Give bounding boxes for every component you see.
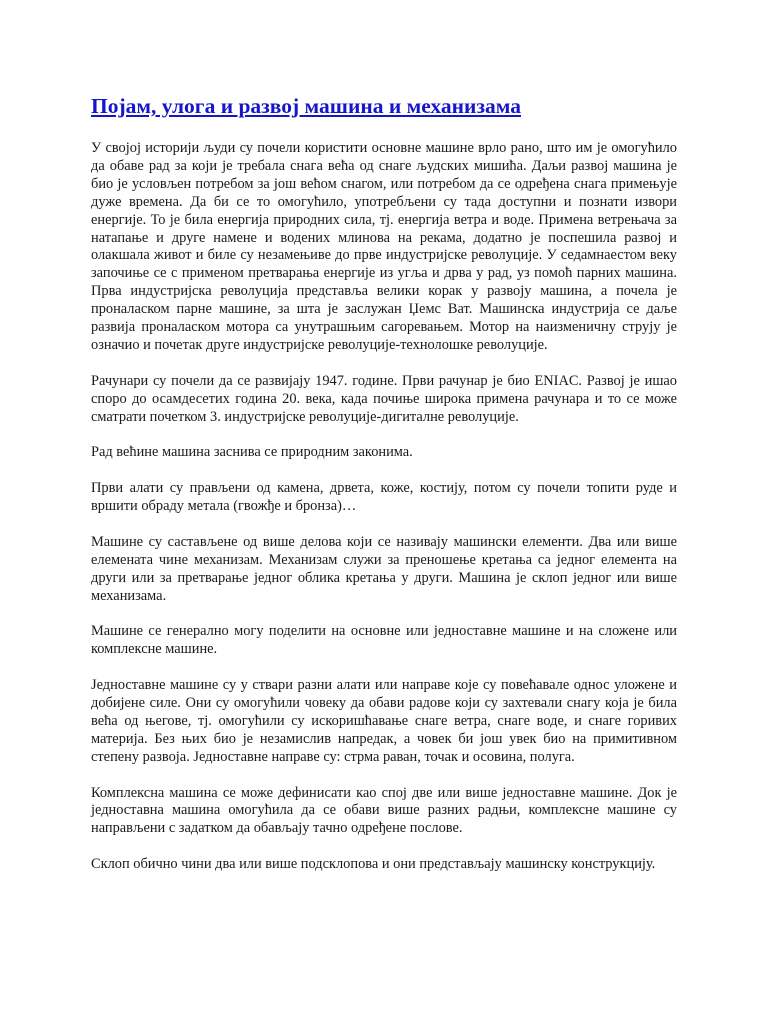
document-title [91, 92, 677, 120]
paragraph-assembly: Склоп обично чини два или више подсклопова и они представљају машинску конструкцију. [91, 856, 656, 873]
paragraph-machine-types: Машине се генерално могу поделити на основне или једноставне машине и на сложене или комплексне машине. [91, 623, 677, 658]
document-title-link[interactable]: Појам, улога и развој машина и механизама [91, 94, 521, 118]
document-page [91, 92, 677, 892]
paragraph-history: У својој историји људи су почели користити основне машине врло рано, што им је омогућило да обаве рад за који је требала снага већа од снаге људских мишића. Даљи развој машина је био је условљен потребом за још већом снагом, или потребом да се одређена снага примењује дуже времена. Да би се то омогућило, употребљени су тада доступни и познати извори енергије. То је била енергија природних сила, тј. енергија ветра и воде. Примена ветрењача за натапање и друге намене и водених млинова на рекама, додатно је поспешила развој и олакшала живот и биле су незамењиве до прве индустријске револуције. У седамнаестом веку започиње се с применом претварања енергије из угља и дрва у рад, уз помоћ парних машина. Прва индустријска револуција представља велики корак у развоју машина, а почела је проналаском парне машине, за шта је заслужан Џемс Ват. Машинска индустрија се даље развија проналаском мотора са унутрашњим сагоревањем. Мотор на наизменичну струју је означио и почетак друге индустријске револуције-технолошке револуције. [91, 140, 677, 353]
paragraph-first-tools: Први алати су прављени од камена, дрвета, коже, костију, потом су почели топити руде и вршити обраду метала (гвожђе и бронза)… [91, 480, 677, 515]
paragraph-natural-laws: Рад већине машина заснива се природним законима. [91, 444, 413, 461]
paragraph-simple-machines: Једноставне машине су у ствари разни алати или направе које су повећавале однос уложене и добијене силе. Они су омогућили човеку да обави радове који су захтевали снагу која је била већа од његове, тј. омогућили су искоришћавање снаге ветра, снаге воде, и снаге горивих материја. Без њих био је незамислив напредак, а човек би још увек био на примитивном степену развоја. Једноставне направе су: стрма раван, точак и осовина, полуга. [91, 677, 677, 765]
paragraph-complex-machines: Комплексна машина се може дефинисати као спој две или више једноставне машине. Док је једноставна машина омогућила да се обави више разних радњи, комплексне машине су направљени с задатком да обављају тачно одређене послове. [91, 784, 677, 837]
paragraph-machine-elements: Машине су састављене од више делова који се називају машински елементи. Два или више елемената чине механизам. Механизам служи за преношење кретања са једног елемента на други или за претварање једног облика кретања у други. Машина је склоп једног или више механизама. [91, 533, 677, 604]
paragraph-computers: Рачунари су почели да се развијају 1947. године. Први рачунар је био ENIAC. Развој је ишао споро до осамдесетих година 20. века, када почиње широка примена рачунара и то се може сматрати почетком 3. индустријске револуције-дигиталне револуције. [91, 372, 677, 425]
